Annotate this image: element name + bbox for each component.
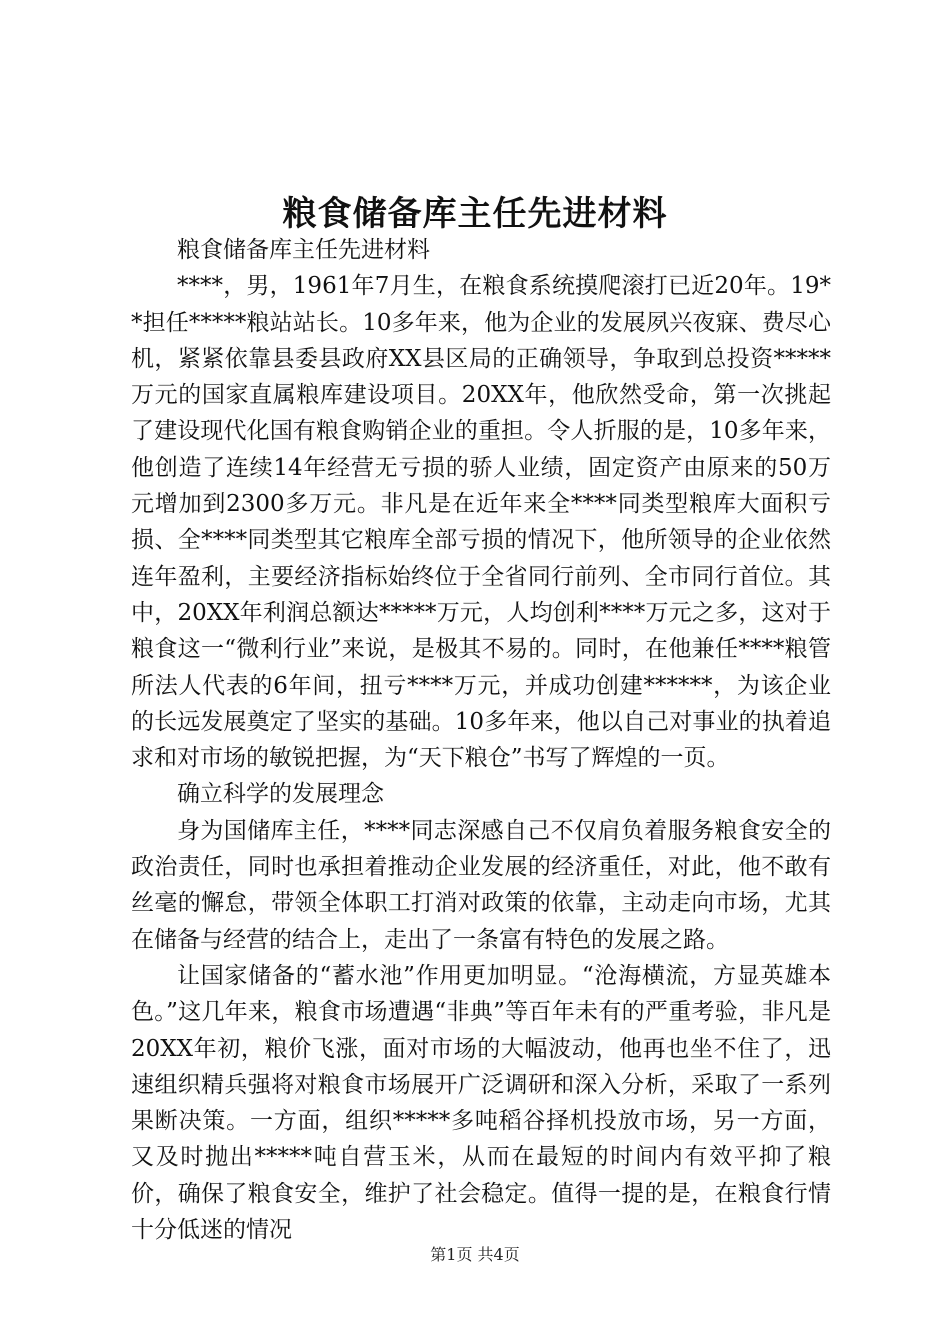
document-body [131, 232, 831, 1248]
paragraph-profile: ****，男，1961年7月生，在粮食系统摸爬滚打已近20年。19**担任*****粮站站长。10多年来，他为企业的发展夙兴夜寐、费尽心机，紧紧依靠县委县政府XX县区局的正确领导，争取到总投资*****万元的国家直属粮库建设项目。20XX年，他欣然受命，第一次挑起了建设现代化国有粮食购销企业的重担。令人折服的是，10多年来，他创造了连续14年经营无亏损的骄人业绩，固定资产由原来的50万元增加到2300多万元。非凡是在近年来全****同类型粮库大面积亏损、全****同类型其它粮库全部亏损的情况下，他所领导的企业依然连年盈利，主要经济指标始终位于全省同行前列、全市同行首位。其中，20XX年利润总额达*****万元，人均创利****万元之多，这对于粮食这一“微利行业”来说，是极其不易的。同时，在他兼任****粮管所法人代表的6年间，扭亏****万元，并成功创建******，为该企业的长远发展奠定了坚实的基础。10多年来，他以自己对事业的执着追求和对市场的敏锐把握，为“天下粮仓”书写了辉煌的一页。 [131, 273, 831, 772]
section-heading: 确立科学的发展理念 [177, 781, 384, 808]
paragraph-subtitle: 粮食储备库主任先进材料 [177, 237, 430, 263]
paragraph-responsibility: 身为国储库主任，****同志深感自己不仅肩负着服务粮食安全的政治责任，同时也承担着推动企业发展的经济重任，对此，他不敢有丝毫的懈怠，带领全体职工打消对政策的依靠，主动走向市场，尤其在储备与经营的结合上，走出了一条富有特色的发展之路。 [131, 817, 831, 953]
document-title: 粮食储备库主任先进材料 [282, 194, 668, 234]
page-footer: 第1页 共4页 [430, 1245, 520, 1264]
paragraph-reserve: 让国家储备的“蓄水池”作用更加明显。“沧海横流，方显英雄本色。”这几年来，粮食市场遭遇“非典”等百年未有的严重考验，非凡是20XX年初，粮价飞涨，面对市场的大幅波动，他再也坐不住了，迅速组织精兵强将对粮食市场展开广泛调研和深入分析，采取了一系列果断决策。一方面，组织*****多吨稻谷择机投放市场，另一方面，又及时抛出*****吨自营玉米，从而在最短的时间内有效平抑了粮价，确保了粮食安全，维护了社会稳定。值得一提的是，在粮食行情十分低迷的情况 [131, 962, 831, 1244]
